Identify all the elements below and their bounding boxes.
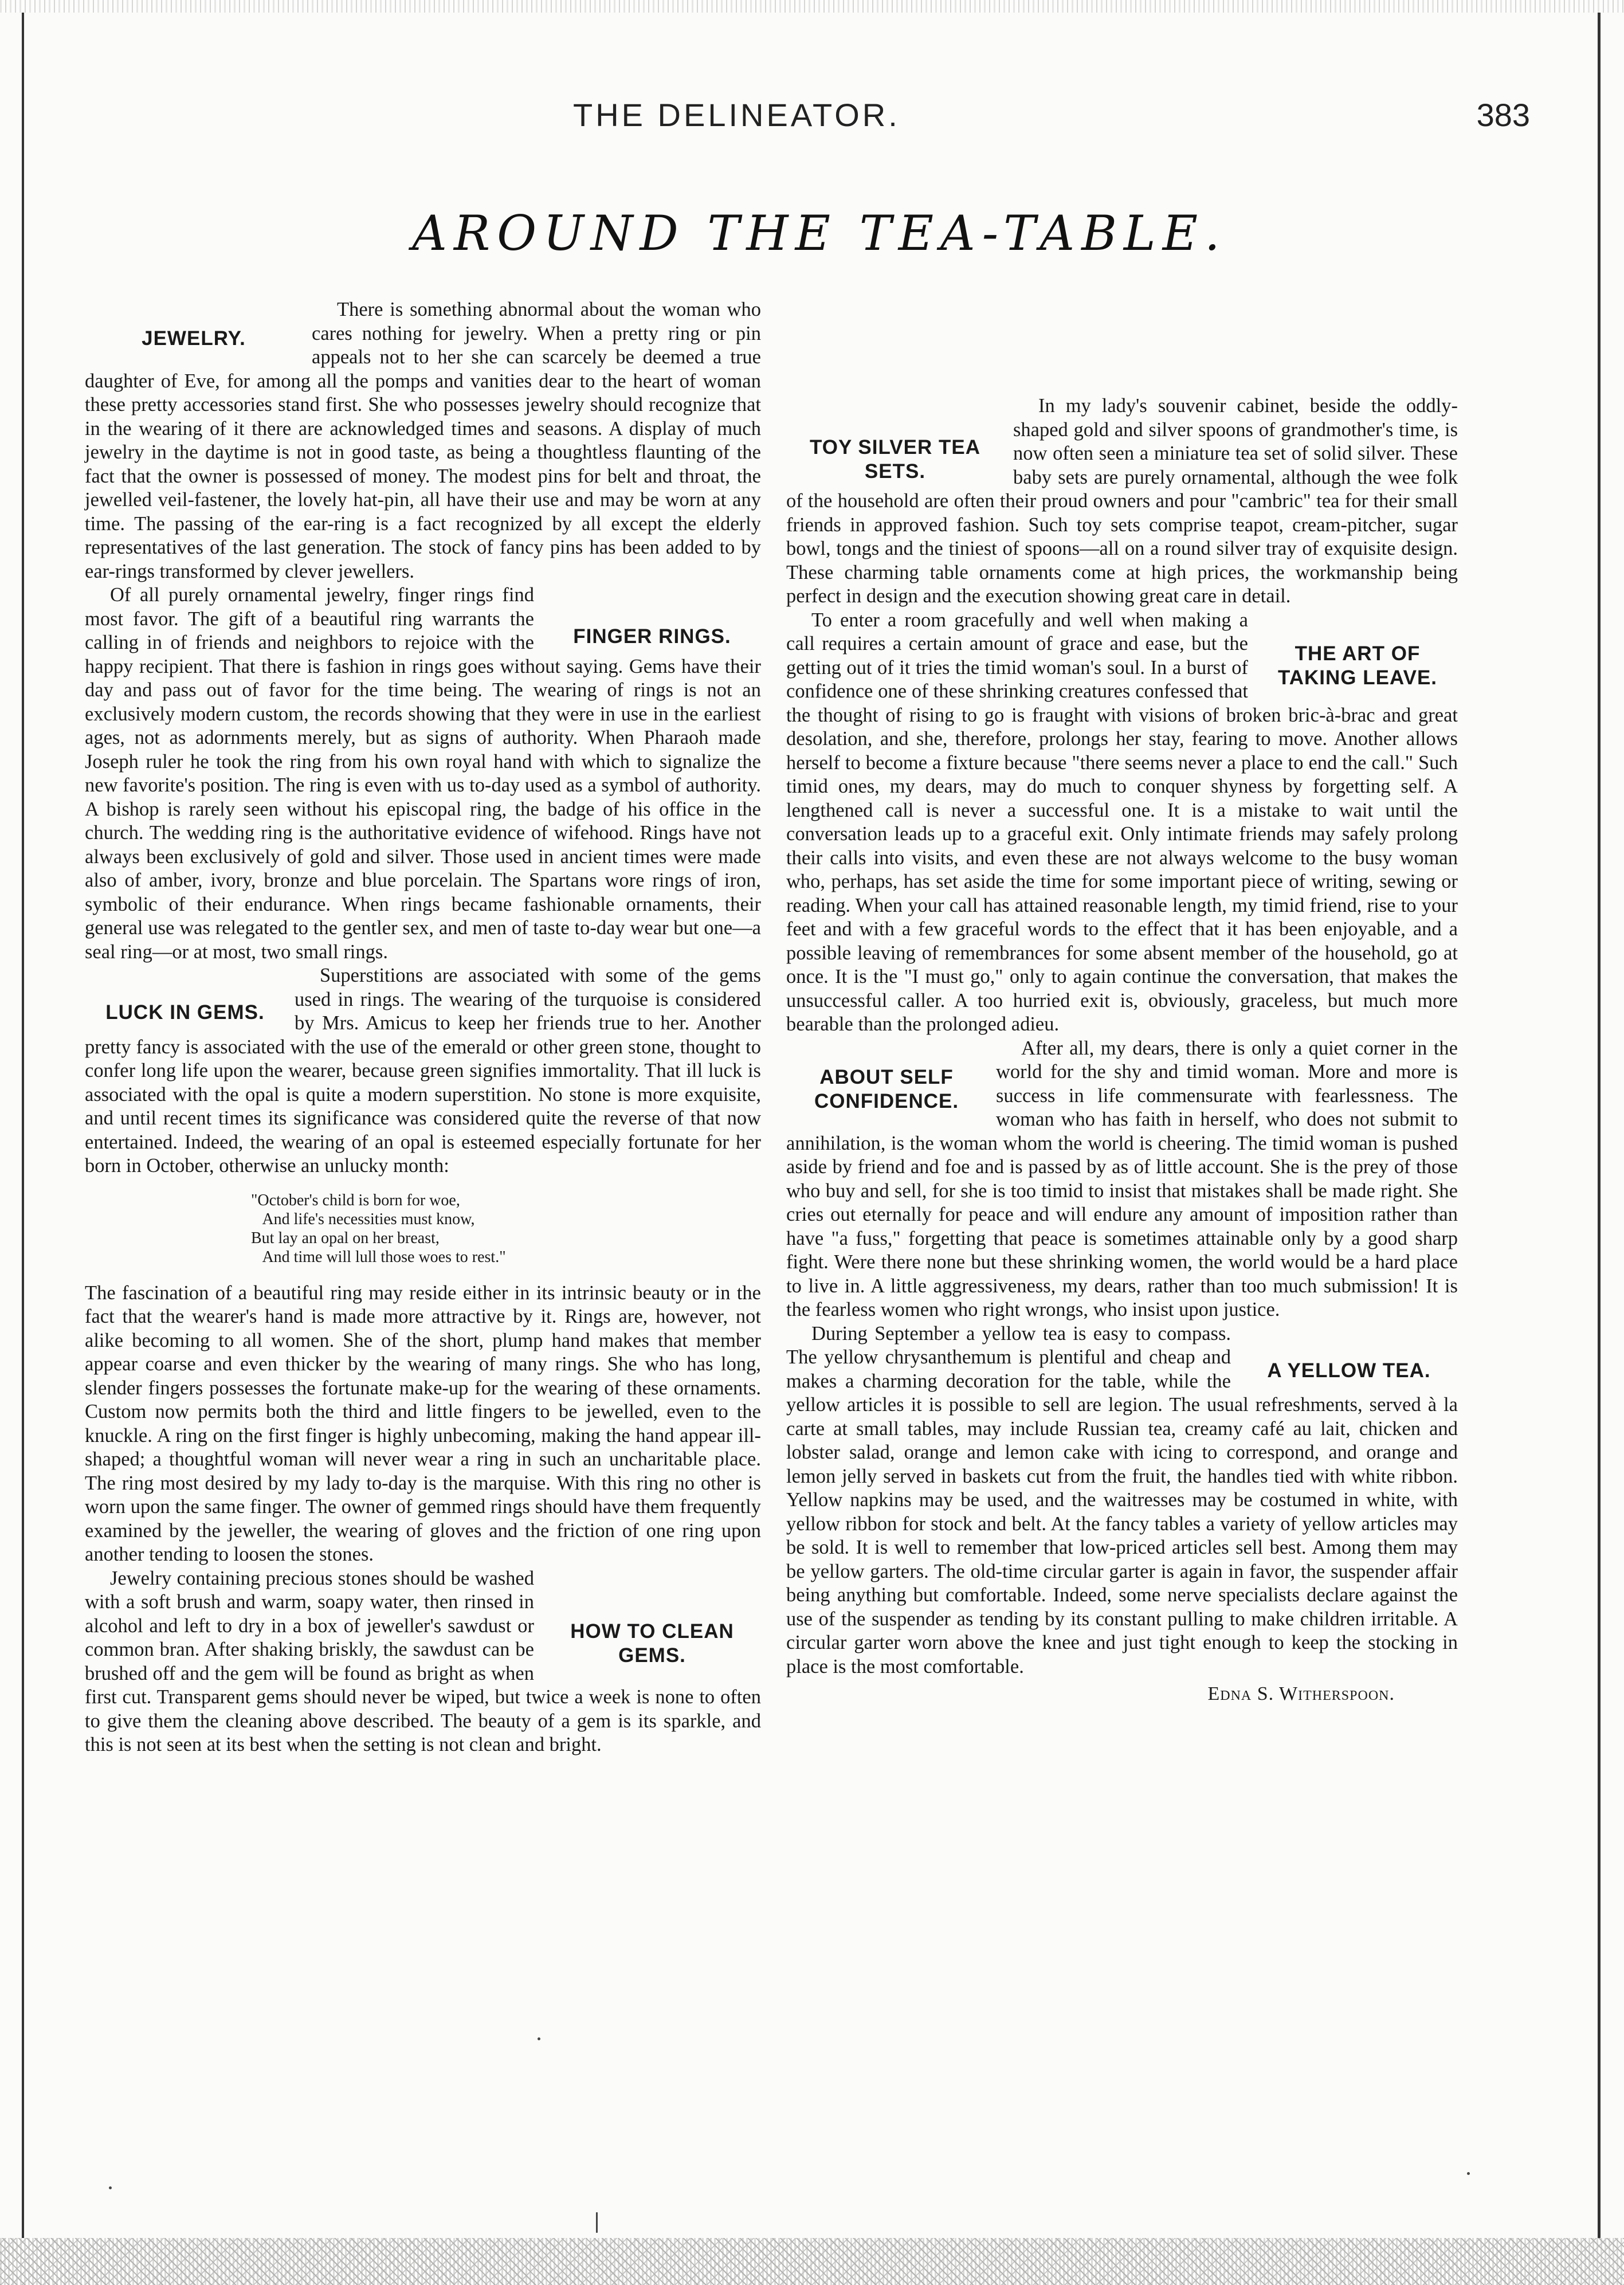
section-heading-jewelry: JEWELRY. xyxy=(142,327,246,350)
poem-line: And time will lull those woes to rest." xyxy=(251,1248,506,1266)
opal-poem xyxy=(251,1191,761,1267)
paragraph-luck-in-gems: Superstitions are associated with some of the gems used in rings. The wearing of the turquoise is considered by Mrs. Amicus to keep her friends true to her. Another pretty fancy is associated with the use of the emerald or other green stone, thought to confer long life upon the wearer, because green signifies immortality. That ill luck is associated with the opal is quite a modern superstition. No stone is more exquisite, and until recent times its significance was considered quite the reverse of that now entertained. Indeed, the wearing of an opal is esteemed especially fortunate for her born in October, otherwise an unlucky month: xyxy=(85,965,761,1177)
poem-line: And life's necessities must know, xyxy=(251,1210,475,1228)
paragraph-art-of-taking-leave: To enter a room gracefully and well when making a call requires a certain amount of grace and ease, but the getting out of it tries the timid woman's soul. In a burst of confidence one of these shrinking creatures confessed that the thought of rising to go is fraught with visions of broken bric-à-brac and great desolation, and she, therefore, prolongs her stay, fearing to move. Another allows herself to become a fixture because "there seems never a place to end the call." Such timid ones, my dears, may do much to conquer shyness by forgetting self. A lengthened call is never a successful one. It is a mistake to wait until the conversation leads up to a graceful exit. Only intimate friends may safely prolong their calls into visits, and even these are not always welcome to the busy woman who, perhaps, has set aside the time for some important piece of writing, sewing or reading. When your call has attained reasonable length, my timid friend, rise to your feet and with a few graceful words to the effect that it has been enjoyable, and a possible leaving of remembrances for some absent member of the household, go at once. It is the "I must go," only to again continue the conversation, that makes the unsuccessful caller. A too hurried exit is, obviously, graceless, but much more bearable than the prolonged adieu. xyxy=(786,609,1458,1035)
paragraph-ring-fascination: The fascination of a beautiful ring may reside either in its intrinsic beauty or in the fact that the wearer's hand is made more attractive by it. Rings are, however, not alike becoming to all women. She of the short, plump hand makes that member appear coarse and even thicker by the wearing of many rings. She who has long, slender fingers possesses the fortunate make-up for the wearing of these ornaments. Custom now permits both the third and little fingers to be jewelled, even to the knuckle. A ring on the first finger is highly unbecoming, making the hand appear ill-shaped; a thoughtful woman will never wear a ring in such an uncharitable place. The ring most desired by my lady to-day is the marquise. With this ring no other is worn upon the same finger. The owner of gemmed rings should have them frequently examined by the jeweller, the wearing of gloves and the friction of one ring upon another tending to loosen the stones. xyxy=(85,1281,761,1565)
poem-line: But lay an opal on her breast, xyxy=(251,1229,440,1247)
scan-border-top xyxy=(0,0,1624,13)
print-speck xyxy=(109,2186,112,2189)
section-heading-luck-in-gems: LUCK IN GEMS. xyxy=(105,1001,265,1024)
article-title: AROUND THE TEA-TABLE. xyxy=(412,205,1227,261)
right-column xyxy=(786,298,1458,1706)
section-heading-art-of-taking-leave: THE ART OF TAKING LEAVE. xyxy=(1277,642,1438,689)
page-edge-left xyxy=(22,13,24,2238)
paragraph-finger-rings: Of all purely ornamental jewelry, finger rings find most favor. The gift of a beautiful ring warrants the calling in of friends and neighbors to rejoice with the happy recipient. That there is fashion in rings goes without saying. Gems have their day and pass out of favor for the time being. The wearing of rings is not an exclusively modern custom, the records showing that they were in use in the earliest ages, not as adornments merely, but as signs of authority. When Pharaoh made Joseph ruler he took the ring from his own royal hand with which to signalize the new favorite's position. The ring is even with us to-day used as a symbol of authority. A bishop is rarely seen without his episcopal ring, the badge of his office in the church. The wedding ring is the authoritative evidence of wifehood. Rings have not always been exclusively of gold and silver. Those used in ancient times were made also of amber, ivory, bronze and blue porcelain. The Spartans wore rings of iron, symbolic of their endurance. When rings became fashionable ornaments, their general use was relegated to the gentler sex, and men of taste to-day wear but one—a seal ring—or at most, two small rings. xyxy=(85,584,761,963)
page-edge-right xyxy=(1598,13,1601,2238)
left-column xyxy=(85,298,761,1757)
running-title: THE DELINEATOR. xyxy=(573,97,900,133)
author-signature: Edna S. Witherspoon. xyxy=(1207,1683,1395,1704)
paragraph-how-to-clean-gems: Jewelry containing precious stones should be washed with a soft brush and warm, soapy water, then rinsed in alcohol and left to dry in a box of jeweller's sawdust or common bran. After shaking briskly, the sawdust can be brushed off and the gem will be found as bright as when first cut. Transparent gems should never be wiped, but twice a week is none to often to give them the cleaning above described. The beauty of a gem is its sparkle, and this is not seen at its best when the setting is not clean and bright. xyxy=(85,1567,761,1755)
section-heading-toy-silver-tea-sets: TOY SILVER TEA SETS. xyxy=(810,436,980,483)
print-speck xyxy=(538,2037,540,2040)
paragraph-self-confidence: After all, my dears, there is only a quiet corner in the world for the shy and timid woman. More and more is success in life commensurate with fearlessness. The woman who has faith in herself, who does not submit to annihilation, is the woman whom the world is cheering. The timid woman is pushed aside by friend and foe and is passed by as of little account. She is the prey of those who buy and sell, for she is too timid to insist that mistakes shall be made right. She cries out eternally for peace and will endure any amount of imposition rather than have "a fuss," forgetting that peace is sometimes attainable only by a good sharp fight. Were there none but these shrinking women, the world would be a hard place to live in. A little aggressiveness, my dears, rather than too much submission! It is the fearless women who right wrongs, who insist upon justice. xyxy=(786,1037,1458,1320)
section-heading-self-confidence: ABOUT SELF CONFIDENCE. xyxy=(814,1065,959,1112)
page-number: 383 xyxy=(1476,97,1530,133)
print-speck xyxy=(596,2212,598,2233)
paragraph-jewelry: There is something abnormal about the woman who cares nothing for jewelry. When a pretty ring or pin appeals not to her she can scarcely be deemed a true daughter of Eve, for among all the pomps and vanities dear to the heart of woman these pretty accessories stand first. She who possesses jewelry should recognize that in the wearing of it there are acknowledged times and seasons. A display of much jewelry in the daytime is not in good taste, as being a thoughtless flaunting of the fact that the owner is possessed of money. The modest pins for belt and throat, the jewelled veil-fastener, the lovely hat-pin, all have their use and may be worn at any time. The passing of the ear-ring is a fact recognized by all except the elderly representatives of the last generation. The stock of fancy pins has been added to by ear-rings transformed by clever jewellers. xyxy=(85,299,761,582)
print-speck xyxy=(1467,2172,1470,2175)
paragraph-toy-silver-tea-sets: In my lady's souvenir cabinet, beside the oddly-shaped gold and silver spoons of grandmother's time, is now often seen a miniature tea set of solid silver. These baby sets are purely ornamental, although the wee folk of the household are often their proud owners and pour "cambric" tea for their small friends in approved fashion. Such toy sets comprise teapot, cream-pitcher, sugar bowl, tongs and the tiniest of spoons—all on a round silver tray of exquisite design. These charming table ornaments come at high prices, the workmanship being perfect in design and the execution showing great care in detail. xyxy=(786,395,1458,607)
poem-line: "October's child is born for woe, xyxy=(251,1191,460,1209)
paragraph-yellow-tea: During September a yellow tea is easy to compass. The yellow chrysanthemum is plentiful and cheap and makes a charming decoration for the table, while the yellow articles it is possible to sell are legion. The usual refreshments, served à la carte at small tables, may include Russian tea, creamy café au lait, chicken and lobster salad, orange and lemon cake with icing to correspond, and orange and lemon jelly served in baskets cut from the fruit, the handles tied with white ribbon. Yellow napkins may be used, and the waitresses may be costumed in white, with yellow ribbon for stock and belt. At the fancy tables a variety of yellow articles may be sold. It is well to remember that low-priced articles sell best. Among them may be yellow garters. The old-time circular garter is again in favor, the suspender affair being anything but comfortable. Indeed, some nerve specialists declare against the use of the suspender as tending by its constant pulling to make children irritable. A circular garter worn above the knee and just tight enough to keep the stocking in place is the most comfortable. xyxy=(786,1322,1458,1678)
scan-border-bottom xyxy=(0,2238,1624,2285)
section-heading-yellow-tea: A YELLOW TEA. xyxy=(1267,1359,1431,1382)
section-heading-finger-rings: FINGER RINGS. xyxy=(573,625,731,648)
section-heading-how-to-clean-gems: HOW TO CLEAN GEMS. xyxy=(570,1620,734,1667)
